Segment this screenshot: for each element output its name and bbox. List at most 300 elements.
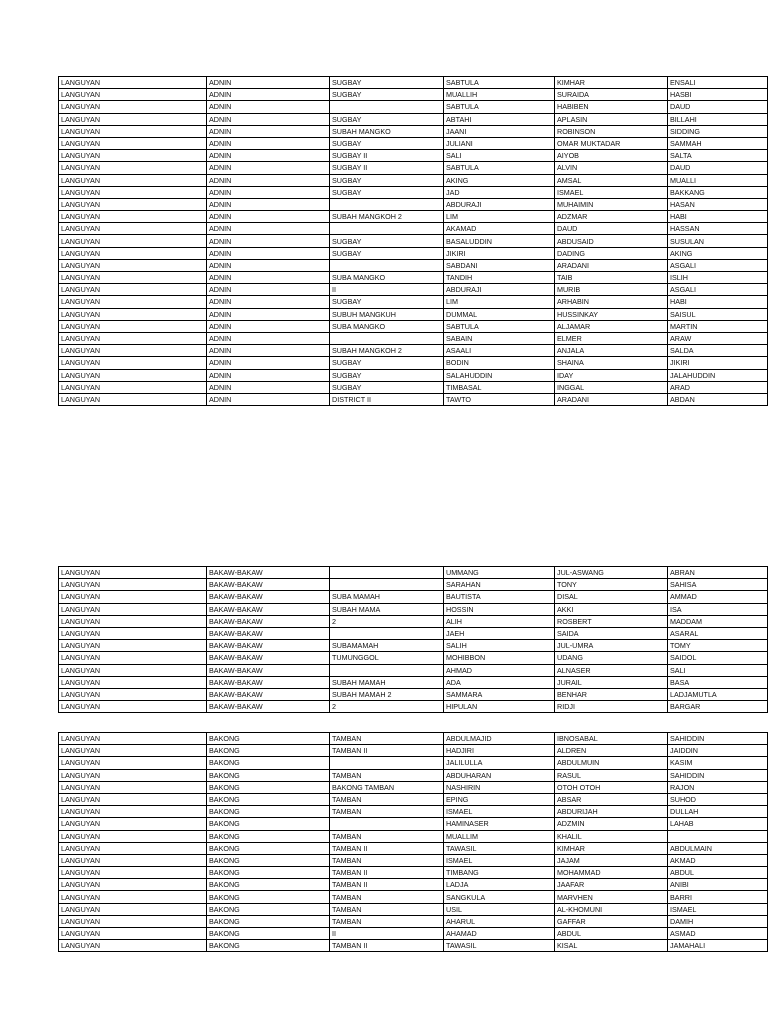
table-cell: SAHIDDIN (668, 769, 768, 781)
table-cell: LANGUYAN (59, 308, 207, 320)
table-row (59, 676, 768, 688)
table-cell: ADNIN (207, 186, 330, 198)
table-cell: SALIH (444, 640, 555, 652)
table-cell: BAKONG (207, 806, 330, 818)
table-cell: BASALUDDIN (444, 235, 555, 247)
table-cell: HASAN (668, 198, 768, 210)
table-row (59, 393, 768, 405)
table-cell: TAWASIL (444, 842, 555, 854)
table-cell: LANGUYAN (59, 915, 207, 927)
table-cell: LANGUYAN (59, 830, 207, 842)
table-cell: BAKAW-BAKAW (207, 591, 330, 603)
table-cell: SHAINA (555, 357, 668, 369)
table-cell: LANGUYAN (59, 818, 207, 830)
table-cell: LANGUYAN (59, 842, 207, 854)
table-cell: MOHAMMAD (555, 867, 668, 879)
table-row (59, 357, 768, 369)
table-row (59, 320, 768, 332)
table-cell: SABDANI (444, 259, 555, 271)
table-cell (330, 259, 444, 271)
table-cell: TAMBAN (330, 793, 444, 805)
table-cell: ABDURAJI (444, 284, 555, 296)
table-cell: LANGUYAN (59, 591, 207, 603)
table-cell: ISMAEL (444, 854, 555, 866)
table-cell: DAUD (555, 223, 668, 235)
table-cell: JAJAM (555, 854, 668, 866)
table-row (59, 903, 768, 915)
table-cell: RASUL (555, 769, 668, 781)
table-cell: AKING (444, 174, 555, 186)
table-row (59, 211, 768, 223)
table-cell: ROBINSON (555, 125, 668, 137)
table-cell: SABTULA (444, 77, 555, 89)
table-row (59, 235, 768, 247)
table-cell: AHMAD (444, 664, 555, 676)
table-cell: JAMAHALI (668, 940, 768, 952)
table-cell: JAAFAR (555, 879, 668, 891)
table-row (59, 369, 768, 381)
table-cell: TAMBAN (330, 733, 444, 745)
table-cell: SUGBAY (330, 186, 444, 198)
table-cell: SUGBAY (330, 89, 444, 101)
table-cell: SUGBAY II (330, 150, 444, 162)
table-cell: SUBAH MAMA (330, 603, 444, 615)
table-cell: LANGUYAN (59, 688, 207, 700)
table-cell: JUL-UMRA (555, 640, 668, 652)
table-cell: ADNIN (207, 393, 330, 405)
table-cell: BAKAW-BAKAW (207, 664, 330, 676)
table-cell: JAIDDIN (668, 745, 768, 757)
table-cell: BAKONG (207, 769, 330, 781)
table-cell: LANGUYAN (59, 357, 207, 369)
table-row (59, 284, 768, 296)
table-row (59, 186, 768, 198)
table-row (59, 915, 768, 927)
table-cell: RIDJI (555, 701, 668, 713)
table-cell: OMAR MUKTADAR (555, 137, 668, 149)
table-row (59, 591, 768, 603)
table-cell: GAFFAR (555, 915, 668, 927)
table-cell: AKKI (555, 603, 668, 615)
table-cell: ADNIN (207, 137, 330, 149)
table-cell: SALI (668, 664, 768, 676)
table-cell: ADNIN (207, 369, 330, 381)
table-cell: BAKAW-BAKAW (207, 688, 330, 700)
table-cell: DISAL (555, 591, 668, 603)
table-cell: SUBA MANGKO (330, 320, 444, 332)
table-cell: SUGBAY (330, 381, 444, 393)
table-row (59, 842, 768, 854)
table-cell: LANGUYAN (59, 891, 207, 903)
table-cell: MADDAM (668, 615, 768, 627)
table-cell: LANGUYAN (59, 332, 207, 344)
table-cell: SABAIN (444, 332, 555, 344)
table-cell: LANGUYAN (59, 867, 207, 879)
table-row (59, 867, 768, 879)
table-cell: SUGBAY (330, 296, 444, 308)
table-cell: SUSULAN (668, 235, 768, 247)
table-row (59, 854, 768, 866)
table-cell: TAMBAN II (330, 867, 444, 879)
table-row (59, 928, 768, 940)
table-row (59, 603, 768, 615)
table-cell: JIKIRI (668, 357, 768, 369)
table-cell: OTOH OTOH (555, 781, 668, 793)
table-cell: LANGUYAN (59, 733, 207, 745)
table-cell: LANGUYAN (59, 701, 207, 713)
table-cell: ARHABIN (555, 296, 668, 308)
table-cell: ADNIN (207, 89, 330, 101)
table-cell: LANGUYAN (59, 235, 207, 247)
table-cell: ASAALI (444, 345, 555, 357)
table-cell: LANGUYAN (59, 627, 207, 639)
table-cell: SUGBAY (330, 137, 444, 149)
table-cell: LANGUYAN (59, 296, 207, 308)
table-cell: ADNIN (207, 296, 330, 308)
table-row (59, 891, 768, 903)
table-cell: ROSBERT (555, 615, 668, 627)
table-cell: TAWASIL (444, 940, 555, 952)
table-cell: APLASIN (555, 113, 668, 125)
table-cell: SUGBAY (330, 357, 444, 369)
table-cell: ABTAHI (444, 113, 555, 125)
table-cell: LANGUYAN (59, 652, 207, 664)
table-row (59, 701, 768, 713)
table-cell: HOSSIN (444, 603, 555, 615)
table-cell: UDANG (555, 652, 668, 664)
table-cell: BAKAW-BAKAW (207, 676, 330, 688)
table-cell: II (330, 284, 444, 296)
table-cell: HABI (668, 296, 768, 308)
table-cell: BAKONG (207, 830, 330, 842)
table-cell: LIM (444, 211, 555, 223)
table-row (59, 101, 768, 113)
table-cell: SUBAH MANGKOH 2 (330, 345, 444, 357)
table-cell: DAUD (668, 162, 768, 174)
table-cell: ASMAD (668, 928, 768, 940)
table-cell: MURIB (555, 284, 668, 296)
table-cell: SAIDA (555, 627, 668, 639)
table-cell: BODIN (444, 357, 555, 369)
table-cell: SUBAH MAMAH 2 (330, 688, 444, 700)
table-cell: MUALLIM (444, 830, 555, 842)
table-cell: ABDULMAJID (444, 733, 555, 745)
table-cell: TAMBAN II (330, 879, 444, 891)
table-cell: LANGUYAN (59, 806, 207, 818)
table-cell: SUBAH MANGKO (330, 125, 444, 137)
table-cell: LANGUYAN (59, 928, 207, 940)
table-cell: LANGUYAN (59, 940, 207, 952)
table-cell: LANGUYAN (59, 125, 207, 137)
table-cell: SUBUH MANGKUH (330, 308, 444, 320)
table-cell: AHARUL (444, 915, 555, 927)
table-cell: ARADANI (555, 259, 668, 271)
table-cell: TUMUNGGOL (330, 652, 444, 664)
table-cell: ABDULMAIN (668, 842, 768, 854)
table-cell: SUBA MANGKO (330, 272, 444, 284)
table-row (59, 615, 768, 627)
table-cell: TAMBAN (330, 891, 444, 903)
table-cell: BAKONG (207, 818, 330, 830)
table-cell: DAMIH (668, 915, 768, 927)
table-cell (330, 579, 444, 591)
table-cell: ADA (444, 676, 555, 688)
table-cell: ABSAR (555, 793, 668, 805)
table-cell: ABDUL (668, 867, 768, 879)
table-cell: TAMBAN (330, 854, 444, 866)
table-cell: II (330, 928, 444, 940)
table-cell: SUGBAY II (330, 162, 444, 174)
table-cell: HADJIRI (444, 745, 555, 757)
table-cell: JAEH (444, 627, 555, 639)
table-cell (330, 101, 444, 113)
table-cell: BAKONG (207, 793, 330, 805)
table-row (59, 627, 768, 639)
table-cell: ADNIN (207, 211, 330, 223)
table-row (59, 381, 768, 393)
table-cell: ASARAL (668, 627, 768, 639)
table-row (59, 567, 768, 579)
table-cell: NASHIRIN (444, 781, 555, 793)
table-cell: LANGUYAN (59, 101, 207, 113)
table-cell: LANGUYAN (59, 567, 207, 579)
table-cell: LANGUYAN (59, 381, 207, 393)
table-cell: TAMBAN (330, 769, 444, 781)
table-cell: ARADANI (555, 393, 668, 405)
table-cell: ADNIN (207, 320, 330, 332)
table-cell: JAANI (444, 125, 555, 137)
table-cell: ISMAEL (668, 903, 768, 915)
table-cell: JALILULLA (444, 757, 555, 769)
table-cell: SALAHUDDIN (444, 369, 555, 381)
table-cell: ADNIN (207, 174, 330, 186)
table-cell: ANJALA (555, 345, 668, 357)
table-cell (330, 223, 444, 235)
table-cell: LANGUYAN (59, 150, 207, 162)
table-cell: HASBI (668, 89, 768, 101)
table-cell: ASGALI (668, 284, 768, 296)
table-cell: ADZMAR (555, 211, 668, 223)
table-cell: SUGBAY (330, 113, 444, 125)
table-cell: BAKONG (207, 915, 330, 927)
table-row (59, 640, 768, 652)
table-cell: LANGUYAN (59, 113, 207, 125)
table-cell: MUHAIMIN (555, 198, 668, 210)
table-cell: SAISUL (668, 308, 768, 320)
table-cell: ARAD (668, 381, 768, 393)
table-row (59, 259, 768, 271)
roster-table-bakong (58, 732, 768, 952)
table-cell: ABDUL (555, 928, 668, 940)
table-cell (330, 818, 444, 830)
table-cell: SAMMAH (668, 137, 768, 149)
table-cell: LANGUYAN (59, 603, 207, 615)
table-cell: BARRI (668, 891, 768, 903)
table-cell: BAKONG (207, 733, 330, 745)
table-row (59, 652, 768, 664)
table-cell: ADNIN (207, 101, 330, 113)
table-row (59, 308, 768, 320)
table-cell: ALJAMAR (555, 320, 668, 332)
table-cell: MARTIN (668, 320, 768, 332)
table-row (59, 150, 768, 162)
table-cell: LANGUYAN (59, 854, 207, 866)
table-cell: KASIM (668, 757, 768, 769)
table-row (59, 223, 768, 235)
table-cell: USIL (444, 903, 555, 915)
table-cell: KISAL (555, 940, 668, 952)
table-row (59, 247, 768, 259)
table-row (59, 940, 768, 952)
table-cell: SABTULA (444, 101, 555, 113)
table-cell: ASGALI (668, 259, 768, 271)
table-row (59, 345, 768, 357)
table-row (59, 688, 768, 700)
table-cell: HIPULAN (444, 701, 555, 713)
table-row (59, 272, 768, 284)
table-cell: SUGBAY (330, 369, 444, 381)
table-cell: LANGUYAN (59, 664, 207, 676)
table-cell (330, 198, 444, 210)
table-cell: ADNIN (207, 259, 330, 271)
table-cell: ADNIN (207, 235, 330, 247)
table-cell: ELMER (555, 332, 668, 344)
table-cell: JUL-ASWANG (555, 567, 668, 579)
table-cell: BAKAW-BAKAW (207, 640, 330, 652)
table-cell: JULIANI (444, 137, 555, 149)
table-cell: LANGUYAN (59, 757, 207, 769)
table-cell: TIMBASAL (444, 381, 555, 393)
table-row (59, 89, 768, 101)
table-row (59, 296, 768, 308)
table-cell: DISTRICT II (330, 393, 444, 405)
table-cell: SUGBAY (330, 77, 444, 89)
table-cell: ARAW (668, 332, 768, 344)
table-cell: LANGUYAN (59, 223, 207, 235)
table-cell: TAMBAN (330, 806, 444, 818)
table-cell: JIKIRI (444, 247, 555, 259)
table-cell: BAKKANG (668, 186, 768, 198)
table-cell: ALNASER (555, 664, 668, 676)
table-cell: JALAHUDDIN (668, 369, 768, 381)
table-cell: HABI (668, 211, 768, 223)
table-row (59, 830, 768, 842)
table-cell: DUMMAL (444, 308, 555, 320)
table-cell: AKING (668, 247, 768, 259)
table-cell (330, 627, 444, 639)
table-cell: SAMMARA (444, 688, 555, 700)
table-cell: ADNIN (207, 247, 330, 259)
table-cell: LANGUYAN (59, 369, 207, 381)
table-cell: LANGUYAN (59, 137, 207, 149)
table-row (59, 745, 768, 757)
table-cell: TAMBAN (330, 830, 444, 842)
table-cell: RAJON (668, 781, 768, 793)
table-cell: ABDAN (668, 393, 768, 405)
table-cell: SAHISA (668, 579, 768, 591)
table-cell: BENHAR (555, 688, 668, 700)
table-row (59, 769, 768, 781)
table-cell: ALVIN (555, 162, 668, 174)
table-cell: ISLIH (668, 272, 768, 284)
table-cell: ADNIN (207, 198, 330, 210)
table-cell: INGGAL (555, 381, 668, 393)
table-row (59, 733, 768, 745)
table-cell: DULLAH (668, 806, 768, 818)
table-row (59, 793, 768, 805)
table-cell: SAIDOL (668, 652, 768, 664)
table-cell: HASSAN (668, 223, 768, 235)
table-cell: ADNIN (207, 345, 330, 357)
table-cell: ADNIN (207, 223, 330, 235)
table-cell: 2 (330, 615, 444, 627)
table-cell: SUBAH MANGKOH 2 (330, 211, 444, 223)
table-cell (330, 567, 444, 579)
table-cell: ENSALI (668, 77, 768, 89)
table-cell: TAIB (555, 272, 668, 284)
table-cell: AKAMAD (444, 223, 555, 235)
table-cell: AL-KHOMUNI (555, 903, 668, 915)
table-cell: BAKONG (207, 940, 330, 952)
table-cell: LANGUYAN (59, 272, 207, 284)
table-cell: MOHIBBON (444, 652, 555, 664)
table-cell: SARAHAN (444, 579, 555, 591)
table-cell: TANDIH (444, 272, 555, 284)
table-cell: LANGUYAN (59, 769, 207, 781)
table-cell: ALIH (444, 615, 555, 627)
roster-table-adnin (58, 76, 768, 406)
table-cell: HABIBEN (555, 101, 668, 113)
table-row (59, 162, 768, 174)
table-cell: BAKONG (207, 757, 330, 769)
table-cell: LADJAMUTLA (668, 688, 768, 700)
table-cell: LANGUYAN (59, 879, 207, 891)
table-cell: TAMBAN II (330, 940, 444, 952)
table-cell: KIMHAR (555, 842, 668, 854)
table-cell: BAKONG (207, 867, 330, 879)
table-cell: TAWTO (444, 393, 555, 405)
table-row (59, 174, 768, 186)
table-cell: LANGUYAN (59, 186, 207, 198)
table-cell (330, 757, 444, 769)
table-cell: MARVHEN (555, 891, 668, 903)
table-row (59, 818, 768, 830)
table-row (59, 757, 768, 769)
table-cell: LAHAB (668, 818, 768, 830)
table-cell: LANGUYAN (59, 903, 207, 915)
table-cell: ISMAEL (444, 806, 555, 818)
table-cell: LANGUYAN (59, 393, 207, 405)
table-cell: LADJA (444, 879, 555, 891)
table-cell: SIDDING (668, 125, 768, 137)
table-cell: TONY (555, 579, 668, 591)
table-cell: LANGUYAN (59, 676, 207, 688)
table-cell: SUBAH MAMAH (330, 676, 444, 688)
table-cell: LANGUYAN (59, 198, 207, 210)
table-cell: AMMAD (668, 591, 768, 603)
table-cell: ABDURIJAH (555, 806, 668, 818)
table-cell: SUGBAY (330, 235, 444, 247)
table-cell: BAKAW-BAKAW (207, 701, 330, 713)
table-cell: BASA (668, 676, 768, 688)
table-cell: BAKONG (207, 928, 330, 940)
table-cell: EPING (444, 793, 555, 805)
table-cell: ADNIN (207, 162, 330, 174)
table-cell: SUBA MAMAH (330, 591, 444, 603)
table-cell: BAKAW-BAKAW (207, 615, 330, 627)
table-cell: AKMAD (668, 854, 768, 866)
table-cell: JAD (444, 186, 555, 198)
